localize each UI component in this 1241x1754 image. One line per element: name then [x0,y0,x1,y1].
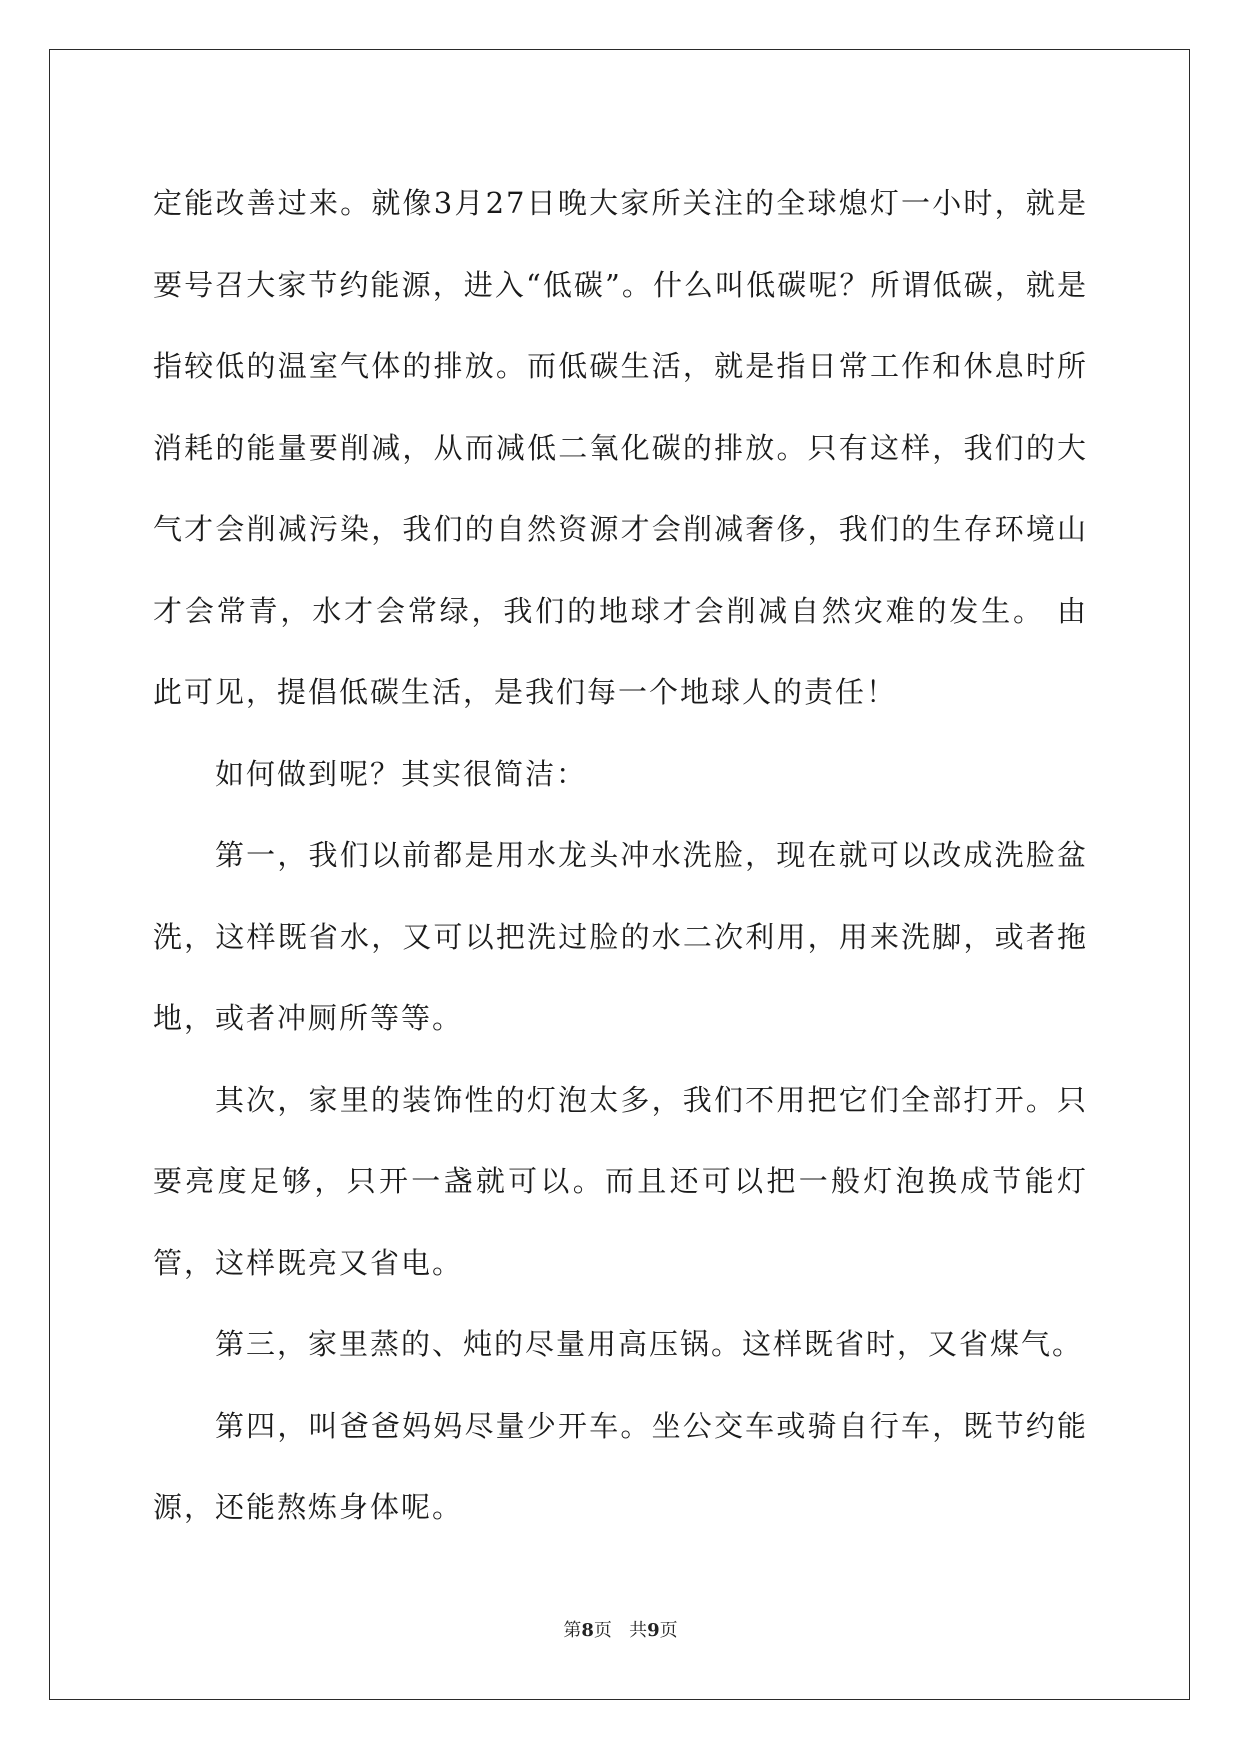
text-line: 可见，提倡低碳生活，是我们每一个地球人的责任！ [184,675,898,709]
text-line: 指较低的温室气体的排放。而低碳生活，就是指日常工作和休息时所 [153,349,1088,383]
text-line: 才会常青，水才会常绿，我们的地球才会削减自然灾难的发生。 由此 [153,593,1088,709]
text-line: 要号召大家节约能源，进入“低碳”。什么叫低碳呢？所谓低碳，就是 [153,267,1088,302]
document-body [153,163,1088,1549]
text-line: 洗，这样既省水，又可以把洗过脸的水二次利用，用来洗脚，或者拖 [153,919,1088,954]
footer-total-prefix: 共 [629,1620,648,1641]
paragraph [153,1060,1088,1305]
text-line: 要亮度足够，只开一盏就可以。而且还可以把一般灯泡换成节能灯管， [153,1164,1088,1280]
text-line: 第三，家里蒸的、炖的尽量用高压锅。这样既省时，又省煤气。 [215,1327,1084,1361]
text-line: 气才会削减污染，我们的自然资源才会削减奢侈，我们的生存环境山 [153,512,1088,546]
paragraph [153,163,1088,734]
current-page-number: 8 [581,1620,594,1641]
page-footer [0,1616,1241,1642]
text-line: 源，还能熬炼身体呢。 [153,1490,464,1524]
text-line: 如何做到呢？其实很简洁： [215,756,588,791]
text-line: 地，或者冲厕所等等。 [153,1001,464,1035]
paragraph [153,815,1088,1060]
text-line: 第一，我们以前都是用水龙头冲水洗脸，现在就可以改成洗脸盆 [215,838,1088,872]
text-line: 消耗的能量要削减，从而减低二氧化碳的排放。只有这样，我们的大 [153,430,1088,465]
paragraph [153,1386,1088,1549]
text-line: 定能改善过来。就像3月27日晚大家所关注的全球熄灯一小时，就是 [153,186,1088,220]
paragraph [153,1304,1088,1386]
footer-total-suffix: 页 [659,1620,678,1641]
text-line: 第四，叫爸爸妈妈尽量少开车。坐公交车或骑自行车，既节约能 [215,1408,1088,1443]
total-page-number: 9 [647,1620,660,1641]
paragraph [153,734,1088,816]
footer-prefix: 第 [563,1620,582,1641]
text-line: 其次，家里的装饰性的灯泡太多，我们不用把它们全部打开。只 [215,1082,1088,1117]
text-line: 这样既亮又省电。 [215,1245,464,1280]
footer-page-word: 页 [593,1620,612,1641]
